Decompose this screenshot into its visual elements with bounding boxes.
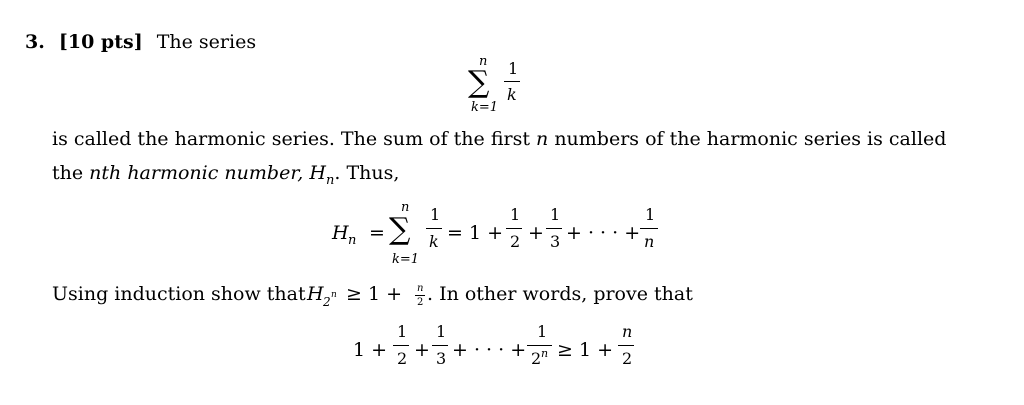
equals-one-plus: = 1 + xyxy=(447,222,504,244)
paragraph-line-1: is called the harmonic series. The sum of the first n numbers of the harmonic series is called xyxy=(52,128,947,150)
sum-symbol: ∑ xyxy=(468,65,490,100)
inline-h-symbol: H xyxy=(307,283,324,305)
frac-half-den: 2 xyxy=(397,349,408,368)
frac-third-den: 3 xyxy=(550,232,561,251)
frac-half-den: 2 xyxy=(510,232,521,251)
sum-lower-limit: k=1 xyxy=(471,100,499,115)
frac-half-bar xyxy=(393,345,409,346)
ellipsis-terms: + · · · + xyxy=(452,339,527,361)
frac-half-num: 1 xyxy=(510,205,521,224)
one-plus: 1 + xyxy=(353,339,388,361)
frac-last-den-base: 2 xyxy=(531,349,542,368)
fraction-bar xyxy=(504,81,520,82)
frac-1k-bar xyxy=(426,228,442,229)
ellipsis-terms: + · · · + xyxy=(566,222,641,244)
frac-1n-bar xyxy=(640,228,658,229)
paragraph-line-3: Using induction show that xyxy=(52,283,306,305)
sum-upper-limit: n xyxy=(479,54,488,69)
inline-frac-den: 2 xyxy=(417,297,424,308)
frac-1k-num: 1 xyxy=(430,205,441,224)
frac-half-num: 1 xyxy=(397,322,408,341)
fraction-denominator: k xyxy=(507,85,517,104)
frac-third-bar xyxy=(432,345,448,346)
plus-sign: + xyxy=(528,222,544,244)
sum-upper-limit: n xyxy=(401,200,410,215)
frac-last-num: 1 xyxy=(537,322,548,341)
inline-relation: ≥ 1 + xyxy=(346,283,403,305)
problem-intro: The series xyxy=(156,31,257,53)
frac-1n-den: n xyxy=(644,232,655,251)
problem-header xyxy=(25,33,256,52)
frac-last-bar xyxy=(527,345,552,346)
problem-points: [10 pts] xyxy=(58,31,143,53)
relation-geq-one-plus: ≥ 1 + xyxy=(557,339,614,361)
sum-lower-limit: k=1 xyxy=(392,252,420,267)
sum-symbol: ∑ xyxy=(389,212,411,247)
h-subscript: n xyxy=(348,233,357,248)
paragraph-line-3-end: . In other words, prove that xyxy=(427,283,693,305)
inline-frac-num: n xyxy=(417,283,424,294)
frac-1k-den: k xyxy=(429,232,439,251)
frac-n2-num: n xyxy=(622,322,633,341)
inline-h-sub-exp: n xyxy=(331,290,337,300)
fraction-numerator: 1 xyxy=(508,59,519,78)
plus-sign: + xyxy=(414,339,430,361)
frac-n2-den: 2 xyxy=(622,349,633,368)
equals-sign: = xyxy=(369,222,385,244)
h-symbol: H xyxy=(332,222,349,244)
inline-h-sub-base: 2 xyxy=(323,295,331,309)
frac-half-bar xyxy=(506,228,522,229)
frac-third-bar xyxy=(546,228,562,229)
paragraph-line-2: the nth harmonic number, $H_n$. Thus, xyxy=(52,162,400,188)
frac-third-num: 1 xyxy=(436,322,447,341)
frac-third-den: 3 xyxy=(436,349,447,368)
frac-last-den-exp: n xyxy=(541,347,549,360)
frac-n2-bar xyxy=(618,345,634,346)
frac-third-num: 1 xyxy=(550,205,561,224)
problem-number: 3. xyxy=(25,31,45,53)
inline-frac-bar xyxy=(415,295,425,296)
frac-1n-num: 1 xyxy=(645,205,656,224)
